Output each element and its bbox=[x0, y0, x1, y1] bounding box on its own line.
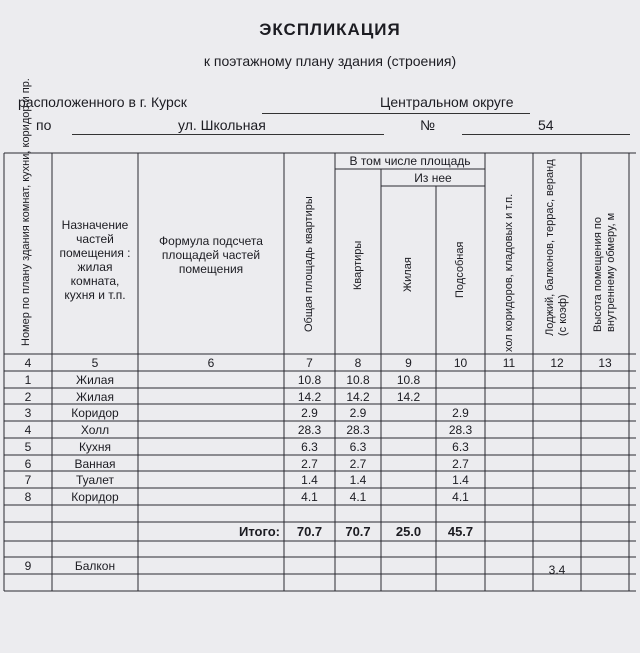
column-number: 7 bbox=[306, 356, 313, 370]
totals-apartment-area: 70.7 bbox=[345, 524, 371, 539]
apartment-area-value: 2.9 bbox=[349, 406, 367, 420]
auxiliary-area-value: 1.4 bbox=[452, 473, 469, 487]
total-area-value: 4.1 bbox=[301, 490, 318, 504]
column-number: 6 bbox=[207, 356, 215, 370]
header-apartments: Квартиры bbox=[352, 240, 364, 290]
column-number: 4 bbox=[24, 356, 32, 370]
by-label: по bbox=[36, 117, 52, 133]
row-number: 5 bbox=[24, 440, 32, 454]
district-value: Центральном округе bbox=[380, 94, 514, 110]
column-number: 8 bbox=[354, 356, 362, 370]
header-total-area: Общая площадь квартиры bbox=[303, 196, 315, 332]
total-area-value: 2.9 bbox=[301, 406, 318, 420]
header-room-no: Номер по плану здания комнат, кухни, коридор и пр. bbox=[20, 78, 32, 346]
balcony-row-number: 9 bbox=[24, 559, 32, 573]
auxiliary-area-value: 28.3 bbox=[448, 423, 473, 437]
living-area-value: 10.8 bbox=[396, 373, 421, 387]
apartment-area-value: 4.1 bbox=[349, 490, 367, 504]
header-purpose: Назначение частей помещения : жилая комната, кухня и т.п. bbox=[59, 218, 131, 302]
room-name: Коридор bbox=[71, 490, 119, 504]
totals-total-area: 70.7 bbox=[296, 524, 323, 539]
number-value: 54 bbox=[538, 117, 554, 133]
auxiliary-area-value: 4.1 bbox=[452, 490, 469, 504]
apartment-area-value: 14.2 bbox=[346, 390, 370, 404]
column-number: 9 bbox=[405, 356, 412, 370]
street-value: ул. Школьная bbox=[178, 117, 266, 133]
row-number: 1 bbox=[24, 373, 32, 387]
balcony-row-area: 3.4 bbox=[548, 563, 566, 577]
row-number: 8 bbox=[24, 490, 32, 504]
auxiliary-area-value: 2.7 bbox=[452, 457, 469, 471]
totals-auxiliary-area: 45.7 bbox=[447, 524, 474, 539]
room-name: Жилая bbox=[76, 373, 114, 387]
row-number: 7 bbox=[24, 473, 32, 487]
row-number: 6 bbox=[24, 457, 32, 471]
apartment-area-value: 1.4 bbox=[349, 473, 367, 487]
totals-living-area: 25.0 bbox=[395, 524, 422, 539]
number-label: № bbox=[420, 117, 436, 133]
header-of-which: Из нее bbox=[414, 171, 452, 185]
total-area-value: 2.7 bbox=[301, 457, 318, 471]
total-area-value: 6.3 bbox=[301, 440, 318, 454]
header-halls: хол коридоров, кладовых и т.п. bbox=[503, 193, 515, 352]
room-name: Коридор bbox=[71, 406, 119, 420]
header-living: Жилая bbox=[402, 257, 414, 292]
apartment-area-value: 28.3 bbox=[346, 423, 370, 437]
room-name: Туалет bbox=[76, 473, 114, 487]
auxiliary-area-value: 6.3 bbox=[452, 440, 469, 454]
column-number: 10 bbox=[453, 356, 468, 370]
auxiliary-area-value: 2.9 bbox=[452, 406, 469, 420]
room-name: Жилая bbox=[76, 390, 114, 404]
column-number: 13 bbox=[598, 356, 612, 370]
room-name: Холл bbox=[80, 423, 110, 437]
header-loggias: Лоджий, балконов, террас, веранд (с коэф) bbox=[544, 159, 569, 336]
column-number: 12 bbox=[550, 356, 564, 370]
apartment-area-value: 10.8 bbox=[346, 373, 370, 387]
header-height: Высота помещения по внутреннему обмеру, м bbox=[592, 212, 617, 332]
located-label: расположенного в г. Курск bbox=[18, 94, 187, 110]
column-number: 11 bbox=[502, 356, 516, 370]
header-formula: Формула подсчета площадей частей помещения bbox=[159, 234, 263, 276]
column-number: 5 bbox=[91, 356, 99, 370]
total-area-value: 10.8 bbox=[297, 373, 322, 387]
total-area-value: 1.4 bbox=[301, 473, 318, 487]
balcony-row-name: Балкон bbox=[74, 559, 116, 573]
row-number: 4 bbox=[24, 423, 32, 437]
room-name: Ванная bbox=[74, 457, 116, 471]
header-including: В том числе площадь bbox=[349, 154, 471, 168]
living-area-value: 14.2 bbox=[396, 390, 421, 404]
document-title: ЭКСПЛИКАЦИЯ bbox=[259, 20, 401, 39]
total-area-value: 28.3 bbox=[297, 423, 322, 437]
document-subtitle: к поэтажному плану здания (строения) bbox=[203, 53, 457, 69]
room-name: Кухня bbox=[78, 440, 112, 454]
row-number: 2 bbox=[24, 390, 32, 404]
header-auxiliary: Подсобная bbox=[454, 241, 466, 298]
row-number: 3 bbox=[24, 406, 32, 420]
apartment-area-value: 6.3 bbox=[349, 440, 367, 454]
apartment-area-value: 2.7 bbox=[349, 457, 367, 471]
totals-label: Итого: bbox=[239, 524, 280, 539]
total-area-value: 14.2 bbox=[297, 390, 322, 404]
